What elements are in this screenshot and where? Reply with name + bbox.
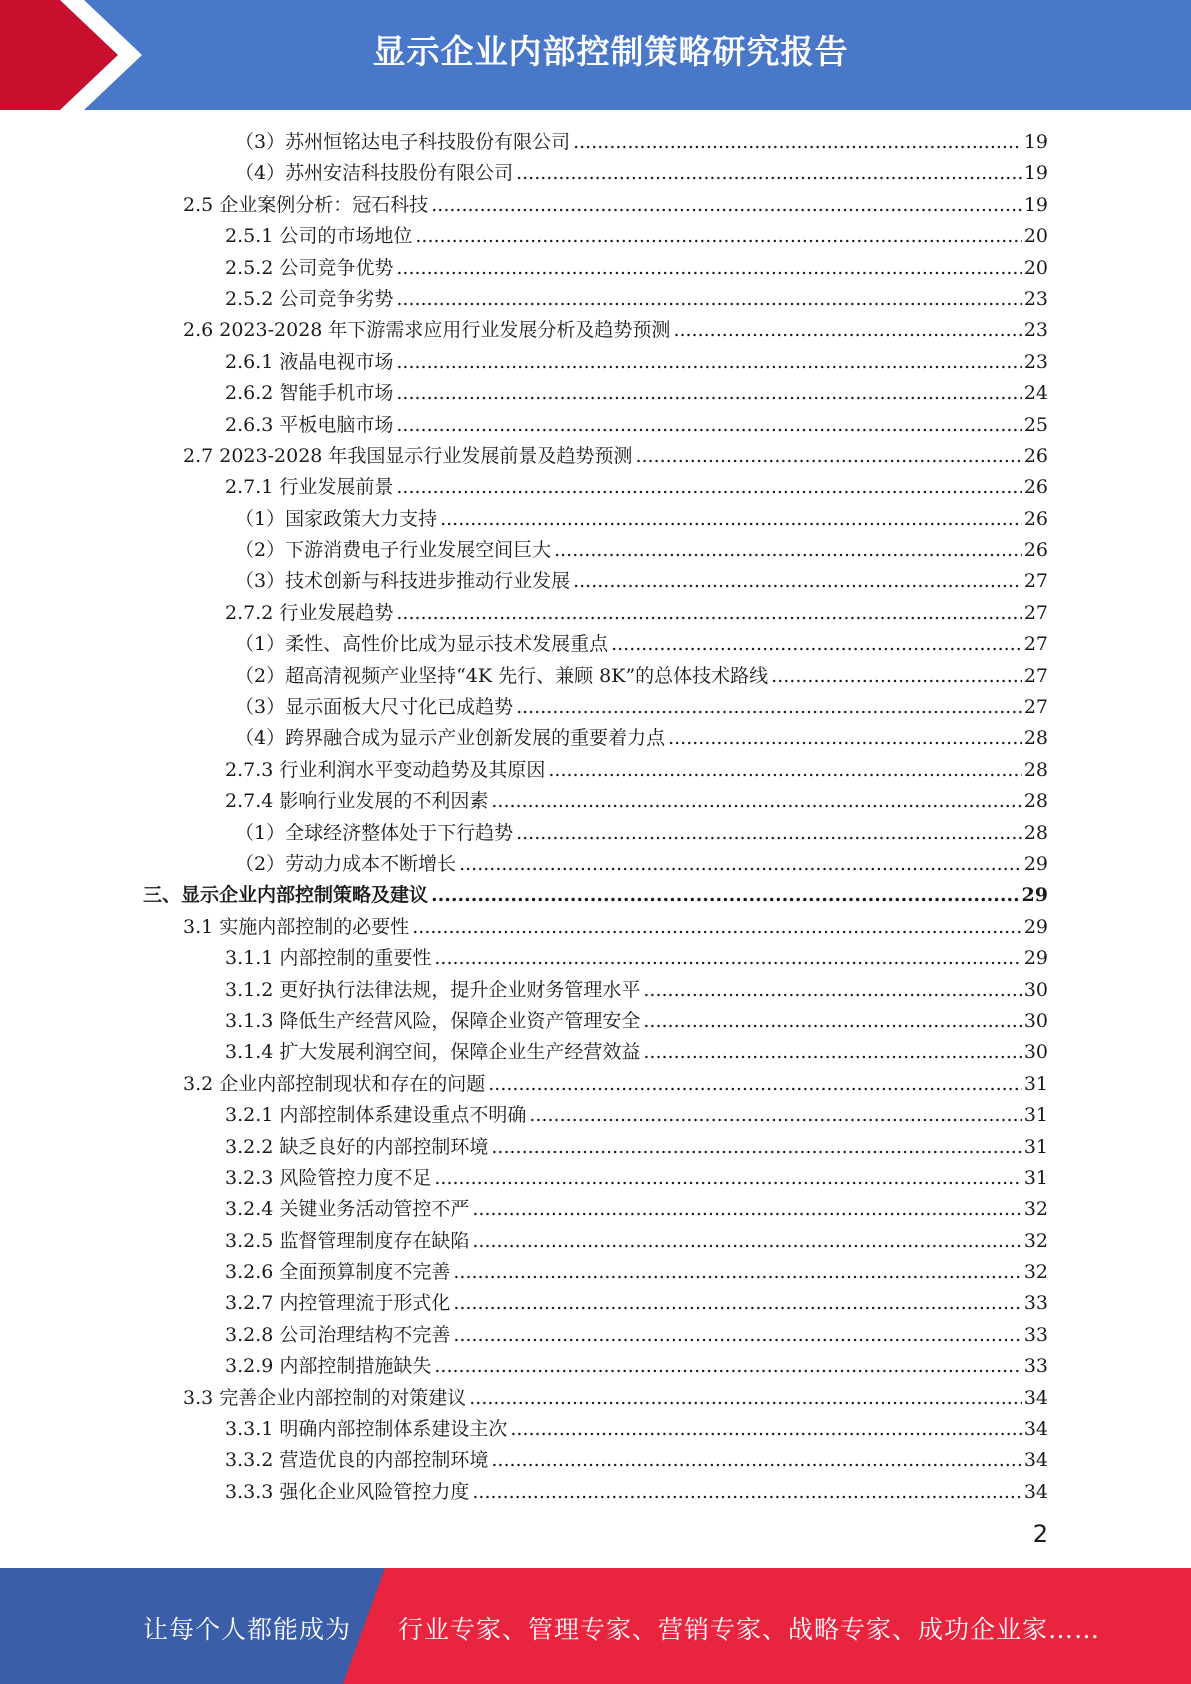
toc-entry-page: 26 bbox=[1023, 476, 1048, 499]
toc-entry[interactable] bbox=[0, 1132, 1191, 1163]
toc-entry-page: 26 bbox=[1023, 507, 1048, 530]
toc-entry-label: 2.5 企业案例分析：冠石科技 bbox=[183, 193, 429, 216]
toc-dot-leader bbox=[396, 472, 1021, 503]
toc-entry[interactable] bbox=[0, 598, 1191, 629]
toc-entry-label: 2.5.2 公司竞争劣势 bbox=[225, 287, 394, 310]
toc-entry-label: 3.1.4 扩大发展利润空间，保障企业生产经营效益 bbox=[225, 1041, 641, 1064]
toc-entry-label: 3.2.9 内部控制措施缺失 bbox=[225, 1355, 432, 1378]
toc-entry-page: 33 bbox=[1023, 1292, 1048, 1315]
toc-entry-label: 3.1 实施内部控制的必要性 bbox=[183, 915, 410, 938]
toc-entry-page: 32 bbox=[1023, 1198, 1048, 1221]
toc-dot-leader bbox=[469, 1383, 1022, 1414]
toc-entry[interactable] bbox=[0, 1100, 1191, 1131]
toc-entry-page: 19 bbox=[1023, 131, 1048, 153]
toc-entry[interactable] bbox=[0, 849, 1191, 880]
toc-entry-page: 31 bbox=[1023, 1135, 1048, 1158]
toc-entry[interactable] bbox=[0, 158, 1191, 189]
toc-dot-leader bbox=[434, 943, 1021, 974]
toc-dot-leader bbox=[635, 441, 1021, 472]
toc-entry[interactable] bbox=[0, 347, 1191, 378]
toc-dot-leader bbox=[488, 1069, 1022, 1100]
toc-entry-label: 2.7 2023-2028 年我国显示行业发展前景及趋势预测 bbox=[183, 444, 633, 467]
toc-entry-page: 28 bbox=[1023, 758, 1048, 781]
toc-entry[interactable] bbox=[0, 1288, 1191, 1319]
toc-dot-leader bbox=[472, 1226, 1021, 1257]
page-number: 2 bbox=[1032, 1520, 1048, 1548]
toc-entry[interactable] bbox=[0, 975, 1191, 1006]
toc-entry-page: 27 bbox=[1023, 664, 1048, 687]
toc-dot-leader bbox=[516, 818, 1022, 849]
report-title: 显示企业内部控制策略研究报告 bbox=[372, 32, 849, 71]
toc-dot-leader bbox=[643, 1006, 1021, 1037]
toc-dot-leader bbox=[491, 1132, 1021, 1163]
toc-entry-page: 28 bbox=[1023, 727, 1048, 750]
toc-entry-page: 31 bbox=[1023, 1166, 1048, 1189]
toc-entry-page: 34 bbox=[1023, 1386, 1048, 1409]
toc-entry-label: （1）柔性、高性价比成为显示技术发展重点 bbox=[235, 633, 609, 656]
toc-dot-leader bbox=[472, 1194, 1021, 1225]
toc-entry[interactable] bbox=[0, 723, 1191, 754]
toc-entry-label: 3.2.2 缺乏良好的内部控制环境 bbox=[225, 1135, 489, 1158]
toc-entry[interactable] bbox=[0, 315, 1191, 346]
toc-entry-label: 3.1.2 更好执行法律法规，提升企业财务管理水平 bbox=[225, 978, 641, 1001]
toc-entry[interactable] bbox=[0, 629, 1191, 660]
toc-dot-leader bbox=[771, 661, 1022, 692]
toc-entry-page: 29 bbox=[1023, 947, 1048, 970]
toc-entry-label: （2）下游消费电子行业发展空间巨大 bbox=[235, 539, 552, 562]
toc-entry[interactable] bbox=[0, 566, 1191, 597]
toc-entry[interactable] bbox=[0, 504, 1191, 535]
toc-entry-label: 2.7.1 行业发展前景 bbox=[225, 476, 394, 499]
toc-entry-page: 19 bbox=[1023, 193, 1048, 216]
toc-entry-label: 3.3 完善企业内部控制的对策建议 bbox=[183, 1386, 467, 1409]
toc-entry-label: 2.6.3 平板电脑市场 bbox=[225, 413, 394, 436]
page-footer bbox=[0, 1568, 1191, 1684]
toc-entry-page: 29 bbox=[1023, 852, 1048, 875]
toc-dot-leader bbox=[472, 1477, 1021, 1508]
toc-entry-page: 26 bbox=[1023, 444, 1048, 467]
toc-dot-leader bbox=[431, 880, 1020, 911]
toc-dot-leader bbox=[434, 1351, 1021, 1382]
page-header bbox=[0, 0, 1191, 110]
toc-entry[interactable] bbox=[0, 661, 1191, 692]
toc-dot-leader bbox=[459, 849, 1022, 880]
toc-entry-page: 23 bbox=[1023, 287, 1048, 310]
toc-dot-leader bbox=[643, 975, 1021, 1006]
toc-entry-page: 23 bbox=[1023, 350, 1048, 373]
toc-dot-leader bbox=[396, 378, 1021, 409]
toc-entry[interactable] bbox=[0, 1069, 1191, 1100]
toc-entry-label: 3.1.3 降低生产经营风险，保障企业资产管理安全 bbox=[225, 1009, 641, 1032]
toc-entry[interactable] bbox=[0, 1445, 1191, 1476]
toc-entry-label: 2.5.2 公司竞争优势 bbox=[225, 256, 394, 279]
toc-entry-page: 34 bbox=[1023, 1449, 1048, 1472]
toc-dot-leader bbox=[491, 1445, 1021, 1476]
toc-entry-page: 27 bbox=[1023, 696, 1048, 719]
toc-entry[interactable] bbox=[0, 1477, 1191, 1508]
toc-entry-label: 2.7.2 行业发展趋势 bbox=[225, 601, 394, 624]
toc-entry-label: （1）国家政策大力支持 bbox=[235, 507, 438, 530]
toc-entry-page: 23 bbox=[1023, 319, 1048, 342]
toc-entry-label: 3.2.3 风险管控力度不足 bbox=[225, 1166, 432, 1189]
toc-entry[interactable] bbox=[0, 1383, 1191, 1414]
footer-slogan-left: 让每个人都能成为 bbox=[143, 1615, 352, 1644]
toc-entry[interactable] bbox=[0, 1351, 1191, 1382]
toc-entry-page: 30 bbox=[1023, 978, 1048, 1001]
toc-entry-label: 三、显示企业内部控制策略及建议 bbox=[143, 884, 429, 907]
toc-dot-leader bbox=[516, 158, 1022, 189]
toc-dot-leader bbox=[548, 755, 1021, 786]
toc-entry-page: 29 bbox=[1021, 884, 1048, 907]
toc-entry[interactable] bbox=[0, 535, 1191, 566]
toc-entry[interactable] bbox=[0, 755, 1191, 786]
toc-entry-label: 2.6 2023-2028 年下游需求应用行业发展分析及趋势预测 bbox=[183, 319, 671, 342]
toc-dot-leader bbox=[396, 347, 1021, 378]
toc-entry-page: 34 bbox=[1023, 1418, 1048, 1441]
toc-entry[interactable] bbox=[0, 943, 1191, 974]
toc-entry[interactable] bbox=[0, 253, 1191, 284]
toc-entry[interactable] bbox=[0, 1163, 1191, 1194]
toc-dot-leader bbox=[453, 1288, 1021, 1319]
toc-entry-label: 3.2.7 内控管理流于形式化 bbox=[225, 1292, 451, 1315]
toc-entry-label: （3）显示面板大尺寸化已成趋势 bbox=[235, 696, 514, 719]
toc-entry[interactable] bbox=[0, 410, 1191, 441]
toc-dot-leader bbox=[396, 284, 1021, 315]
toc-entry[interactable] bbox=[0, 786, 1191, 817]
toc-dot-leader bbox=[440, 504, 1022, 535]
toc-entry-label: 3.2.5 监督管理制度存在缺陷 bbox=[225, 1229, 470, 1252]
toc-entry-page: 31 bbox=[1023, 1104, 1048, 1127]
toc-entry-page: 24 bbox=[1023, 382, 1048, 405]
toc-entry-label: 3.3.3 强化企业风险管控力度 bbox=[225, 1480, 470, 1503]
toc-entry-label: 3.2.1 内部控制体系建设重点不明确 bbox=[225, 1104, 527, 1127]
toc-dot-leader bbox=[611, 629, 1022, 660]
toc-entry[interactable] bbox=[0, 1226, 1191, 1257]
toc-entry[interactable] bbox=[0, 692, 1191, 723]
toc-entry-page: 19 bbox=[1023, 162, 1048, 185]
toc-entry-label: 3.2.4 关键业务活动管控不严 bbox=[225, 1198, 470, 1221]
toc-entry-page: 33 bbox=[1023, 1323, 1048, 1346]
toc-dot-leader bbox=[510, 1414, 1021, 1445]
toc-dot-leader bbox=[415, 221, 1021, 252]
toc-entry-label: （4）苏州安洁科技股份有限公司 bbox=[235, 162, 514, 185]
toc-entry-page: 30 bbox=[1023, 1041, 1048, 1064]
toc-entry-page: 33 bbox=[1023, 1355, 1048, 1378]
toc-entry-label: （1）全球经济整体处于下行趋势 bbox=[235, 821, 514, 844]
toc-entry-page: 34 bbox=[1023, 1480, 1048, 1503]
toc-entry-page: 20 bbox=[1023, 256, 1048, 279]
toc-entry[interactable] bbox=[0, 284, 1191, 315]
toc-dot-leader bbox=[491, 786, 1021, 817]
toc-entry[interactable] bbox=[0, 912, 1191, 943]
toc-entry-label: （3）苏州恒铭达电子科技股份有限公司 bbox=[235, 131, 571, 153]
toc-dot-leader bbox=[412, 912, 1022, 943]
toc-entry-page: 31 bbox=[1023, 1072, 1048, 1095]
toc-entry-page: 20 bbox=[1023, 225, 1048, 248]
toc-entry-label: 2.7.4 影响行业发展的不利因素 bbox=[225, 790, 489, 813]
toc-entry-label: 3.2.8 公司治理结构不完善 bbox=[225, 1323, 451, 1346]
toc-dot-leader bbox=[396, 598, 1021, 629]
toc-entry-page: 25 bbox=[1023, 413, 1048, 436]
toc-entry-page: 26 bbox=[1023, 539, 1048, 562]
toc-entry[interactable] bbox=[0, 818, 1191, 849]
toc-entry-page: 28 bbox=[1023, 821, 1048, 844]
toc-entry[interactable] bbox=[0, 472, 1191, 503]
toc-dot-leader bbox=[573, 566, 1022, 597]
toc-entry-label: 3.2 企业内部控制现状和存在的问题 bbox=[183, 1072, 486, 1095]
toc-entry[interactable] bbox=[0, 378, 1191, 409]
toc-entry-page: 32 bbox=[1023, 1261, 1048, 1284]
toc-dot-leader bbox=[453, 1257, 1021, 1288]
toc-entry[interactable] bbox=[0, 1414, 1191, 1445]
toc-dot-leader bbox=[516, 692, 1022, 723]
toc-dot-leader bbox=[396, 253, 1021, 284]
toc-dot-leader bbox=[434, 1163, 1021, 1194]
toc-entry[interactable] bbox=[0, 1320, 1191, 1351]
toc-entry-page: 30 bbox=[1023, 1009, 1048, 1032]
toc-entry-label: 3.3.1 明确内部控制体系建设主次 bbox=[225, 1418, 508, 1441]
toc-entry-page: 27 bbox=[1023, 570, 1048, 593]
toc-entry-page: 27 bbox=[1023, 633, 1048, 656]
toc-dot-leader bbox=[643, 1037, 1021, 1068]
toc-entry-label: 3.3.2 营造优良的内部控制环境 bbox=[225, 1449, 489, 1472]
toc-dot-leader bbox=[396, 410, 1021, 441]
toc-entry[interactable] bbox=[0, 190, 1191, 221]
toc-entry-label: 2.6.2 智能手机市场 bbox=[225, 382, 394, 405]
toc-dot-leader bbox=[673, 315, 1021, 346]
toc-entry-label: 2.6.1 液晶电视市场 bbox=[225, 350, 394, 373]
toc-dot-leader bbox=[431, 190, 1022, 221]
toc-entry-label: 2.7.3 行业利润水平变动趋势及其原因 bbox=[225, 758, 546, 781]
footer-slogan-right: 行业专家、管理专家、营销专家、战略专家、成功企业家…… bbox=[398, 1615, 1101, 1644]
toc-entry[interactable] bbox=[0, 1257, 1191, 1288]
toc-entry[interactable] bbox=[0, 880, 1191, 911]
toc-entry-label: （3）技术创新与科技进步推动行业发展 bbox=[235, 570, 571, 593]
toc-entry[interactable] bbox=[0, 127, 1191, 158]
toc-entry[interactable] bbox=[0, 1037, 1191, 1068]
toc-entry-label: （2）劳动力成本不断增长 bbox=[235, 852, 457, 875]
toc-entry-page: 28 bbox=[1023, 790, 1048, 813]
toc-entry[interactable] bbox=[0, 1006, 1191, 1037]
toc-entry[interactable] bbox=[0, 441, 1191, 472]
toc-entry[interactable] bbox=[0, 1194, 1191, 1225]
toc-entry[interactable] bbox=[0, 221, 1191, 252]
table-of-contents bbox=[0, 127, 1191, 1508]
toc-entry-page: 32 bbox=[1023, 1229, 1048, 1252]
toc-dot-leader bbox=[573, 127, 1022, 158]
toc-entry-label: 3.2.6 全面预算制度不完善 bbox=[225, 1261, 451, 1284]
toc-entry-label: （2）超高清视频产业坚持“4K 先行、兼顾 8K”的总体技术路线 bbox=[235, 664, 769, 687]
toc-entry-page: 29 bbox=[1023, 915, 1048, 938]
toc-entry-label: （4）跨界融合成为显示产业创新发展的重要着力点 bbox=[235, 727, 666, 750]
toc-entry-label: 2.5.1 公司的市场地位 bbox=[225, 225, 413, 248]
toc-dot-leader bbox=[529, 1100, 1021, 1131]
toc-entry-label: 3.1.1 内部控制的重要性 bbox=[225, 947, 432, 970]
toc-dot-leader bbox=[453, 1320, 1021, 1351]
toc-entry-page: 27 bbox=[1023, 601, 1048, 624]
toc-dot-leader bbox=[554, 535, 1022, 566]
toc-dot-leader bbox=[668, 723, 1022, 754]
